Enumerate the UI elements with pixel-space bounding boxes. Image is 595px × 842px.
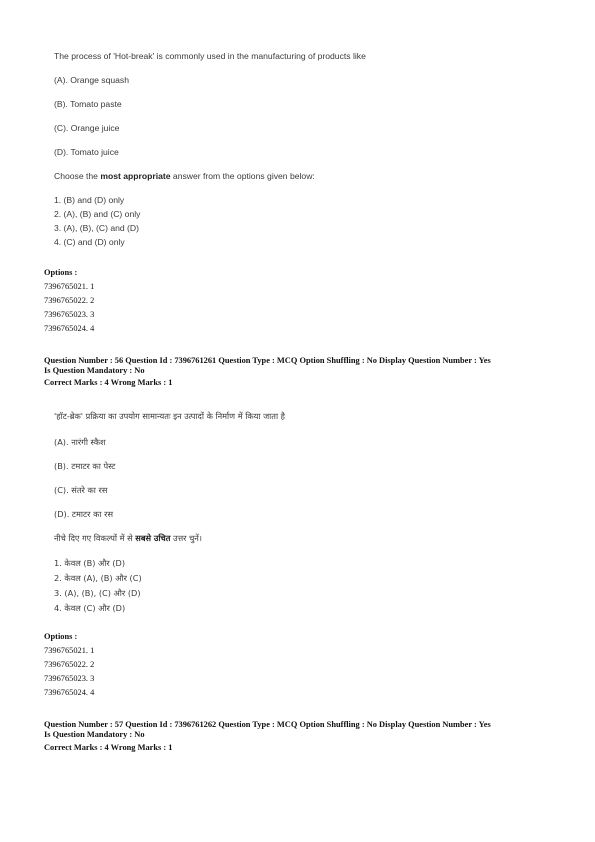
- option-d-english: (D). Tomato juice: [54, 147, 119, 157]
- option-id-2: 7396765022. 2: [44, 660, 95, 669]
- option-c-hindi: (C). संतरे का रस: [54, 485, 108, 495]
- choose-prefix-hindi: नीचे दिए गए विकल्पों में से: [54, 533, 136, 543]
- option-a-english: (A). Orange squash: [54, 75, 129, 85]
- choose-instruction-english: [54, 171, 315, 181]
- option-id-2: 7396765022. 2: [44, 296, 95, 305]
- answer-4-english: 4. (C) and (D) only: [54, 237, 125, 247]
- answer-2-english: 2. (A), (B) and (C) only: [54, 209, 141, 219]
- option-a-hindi: (A). नारंगी स्कैश: [54, 437, 106, 447]
- option-b-hindi: (B). टमाटर का पेस्ट: [54, 461, 116, 471]
- choose-prefix: Choose the: [54, 171, 101, 181]
- answer-4-hindi: 4. केवल (C) और (D): [54, 603, 126, 613]
- options-heading: Options :: [44, 268, 78, 277]
- answer-3-hindi: 3. (A), (B), (C) और (D): [54, 588, 141, 598]
- option-c-english: (C). Orange juice: [54, 123, 120, 133]
- option-d-hindi: (D). टमाटर का रस: [54, 509, 114, 519]
- question-mandatory-line: Is Question Mandatory : No: [44, 730, 145, 739]
- question-text-hindi: 'हॉट-ब्रेक' प्रक्रिया का उपयोग सामान्यतः इन उत्पादों के निर्माण में किया जाता है: [54, 411, 286, 421]
- question-mandatory-line: Is Question Mandatory : No: [44, 366, 145, 375]
- answer-1-english: 1. (B) and (D) only: [54, 195, 125, 205]
- options-heading: Options :: [44, 632, 78, 641]
- option-id-4: 7396765024. 4: [44, 324, 95, 333]
- question-meta-line: Question Number : 56 Question Id : 7396761261 Question Type : MCQ Option Shuffling : No Display Question Number : Yes: [44, 356, 491, 365]
- option-id-3: 7396765023. 3: [44, 310, 95, 319]
- answer-3-english: 3. (A), (B), (C) and (D): [54, 223, 139, 233]
- question-meta-line: Question Number : 57 Question Id : 7396761262 Question Type : MCQ Option Shuffling : No Display Question Number : Yes: [44, 720, 491, 729]
- question-text-english: The process of 'Hot-break' is commonly used in the manufacturing of products like: [54, 51, 366, 61]
- choose-emphasis-hindi: सबसे उचित: [135, 533, 171, 543]
- choose-suffix: answer from the options given below:: [170, 171, 315, 181]
- option-id-1: 7396765021. 1: [44, 282, 95, 291]
- question-marks-line: Correct Marks : 4 Wrong Marks : 1: [44, 743, 173, 752]
- choose-emphasis: most appropriate: [100, 171, 171, 181]
- answer-2-hindi: 2. केवल (A), (B) और (C): [54, 573, 142, 583]
- option-id-4: 7396765024. 4: [44, 688, 95, 697]
- answer-1-hindi: 1. केवल (B) और (D): [54, 558, 126, 568]
- question-marks-line: Correct Marks : 4 Wrong Marks : 1: [44, 378, 173, 387]
- option-id-3: 7396765023. 3: [44, 674, 95, 683]
- option-b-english: (B). Tomato paste: [54, 99, 122, 109]
- option-id-1: 7396765021. 1: [44, 646, 95, 655]
- choose-instruction-hindi: [54, 533, 202, 544]
- choose-suffix-hindi: उत्तर चुनें।: [170, 533, 202, 543]
